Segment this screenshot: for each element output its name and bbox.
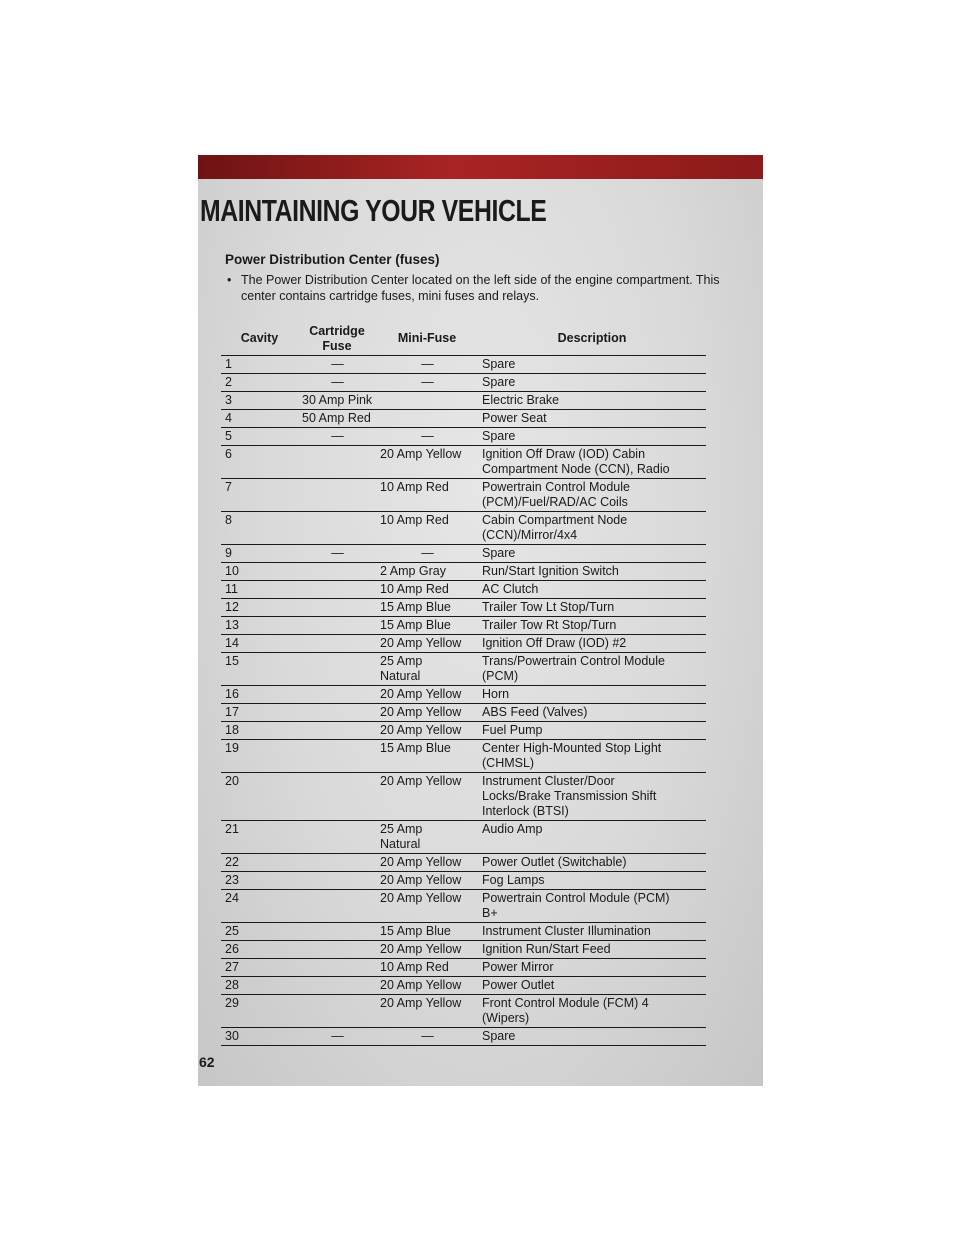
cell-cartridge-fuse [298,941,376,959]
cell-mini-fuse: 20 Amp Yellow [376,704,478,722]
cell-cartridge-fuse [298,995,376,1028]
table-row [221,635,706,653]
cell-description: Power Mirror [478,959,706,977]
cell-cavity: 18 [221,722,298,740]
cell-cavity: 29 [221,995,298,1028]
col-header-cavity: Cavity [221,322,298,356]
cell-cartridge-fuse [298,872,376,890]
cell-cavity: 3 [221,392,298,410]
table-row [221,599,706,617]
cell-mini-fuse: 15 Amp Blue [376,923,478,941]
cell-cavity: 15 [221,653,298,686]
cell-cartridge-fuse [298,563,376,581]
table-row [221,773,706,821]
cell-mini-fuse: 10 Amp Red [376,959,478,977]
table-row [221,890,706,923]
table-row [221,410,706,428]
table-row [221,653,706,686]
cell-cartridge-fuse [298,740,376,773]
cell-description: Run/Start Ignition Switch [478,563,706,581]
cell-mini-fuse: 15 Amp Blue [376,740,478,773]
cell-cartridge-fuse [298,512,376,545]
cell-mini-fuse: 20 Amp Yellow [376,773,478,821]
table-row [221,446,706,479]
col-header-cartridge [298,322,376,356]
cell-mini-fuse: 15 Amp Blue [376,599,478,617]
col-header-cartridge-line1: Cartridge [309,323,365,338]
table-body [221,356,706,1046]
cell-mini-fuse: 20 Amp Yellow [376,446,478,479]
table-row [221,821,706,854]
table-row [221,545,706,563]
cell-description: Spare [478,1028,706,1046]
cell-description: Audio Amp [478,821,706,854]
cell-description: Fuel Pump [478,722,706,740]
cell-cavity: 16 [221,686,298,704]
cell-cavity: 21 [221,821,298,854]
header-band [198,155,763,179]
cell-mini-fuse: 25 Amp Natural [376,653,478,686]
cell-cartridge-fuse: — [298,374,376,392]
cell-cartridge-fuse [298,773,376,821]
cell-description: Power Outlet (Switchable) [478,854,706,872]
cell-mini-fuse: — [376,374,478,392]
table-row [221,977,706,995]
cell-mini-fuse: 20 Amp Yellow [376,890,478,923]
table-row [221,872,706,890]
cell-description: Trans/Powertrain Control Module (PCM) [478,653,706,686]
bullet-dot: • [227,273,232,287]
cell-description: Cabin Compartment Node (CCN)/Mirror/4x4 [478,512,706,545]
cell-mini-fuse: 20 Amp Yellow [376,635,478,653]
table-row [221,1028,706,1046]
cell-cartridge-fuse [298,890,376,923]
cell-mini-fuse: 10 Amp Red [376,512,478,545]
cell-cartridge-fuse: — [298,1028,376,1046]
cell-description: Spare [478,374,706,392]
cell-description: Power Seat [478,410,706,428]
cell-cavity: 17 [221,704,298,722]
cell-mini-fuse: 20 Amp Yellow [376,686,478,704]
cell-mini-fuse: 10 Amp Red [376,479,478,512]
cell-cavity: 10 [221,563,298,581]
cell-description: AC Clutch [478,581,706,599]
cell-cavity: 7 [221,479,298,512]
table-row [221,959,706,977]
subsection-heading: Power Distribution Center (fuses) [225,252,440,267]
col-header-description: Description [478,322,706,356]
cell-description: Front Control Module (FCM) 4 (Wipers) [478,995,706,1028]
cell-description: Horn [478,686,706,704]
cell-description: Electric Brake [478,392,706,410]
cell-cartridge-fuse [298,977,376,995]
cell-cartridge-fuse [298,635,376,653]
table-row [221,854,706,872]
cell-mini-fuse: 15 Amp Blue [376,617,478,635]
cell-description: Powertrain Control Module (PCM)/Fuel/RAD/AC Coils [478,479,706,512]
cell-mini-fuse [376,392,478,410]
cell-description: Instrument Cluster Illumination [478,923,706,941]
cell-cartridge-fuse [298,479,376,512]
cell-cavity: 24 [221,890,298,923]
cell-description: Ignition Off Draw (IOD) Cabin Compartment Node (CCN), Radio [478,446,706,479]
section-title: MAINTAINING YOUR VEHICLE [200,193,547,228]
table-row [221,512,706,545]
cell-cavity: 20 [221,773,298,821]
cell-cavity: 14 [221,635,298,653]
cell-cavity: 8 [221,512,298,545]
cell-description: Power Outlet [478,977,706,995]
cell-mini-fuse: 20 Amp Yellow [376,872,478,890]
cell-description: Fog Lamps [478,872,706,890]
cell-cartridge-fuse [298,653,376,686]
table-row [221,923,706,941]
bullet-text: The Power Distribution Center located on the left side of the engine compartment. This center contains cartridge fuses, mini fuses and relays. [241,273,720,303]
cell-cartridge-fuse: 30 Amp Pink [298,392,376,410]
cell-cavity: 2 [221,374,298,392]
cell-mini-fuse: 20 Amp Yellow [376,995,478,1028]
cell-cavity: 1 [221,356,298,374]
cell-mini-fuse: 10 Amp Red [376,581,478,599]
cell-cartridge-fuse [298,599,376,617]
cell-description: Trailer Tow Rt Stop/Turn [478,617,706,635]
cell-cartridge-fuse [298,686,376,704]
cell-description: Ignition Run/Start Feed [478,941,706,959]
cell-mini-fuse [376,410,478,428]
cell-cavity: 12 [221,599,298,617]
cell-mini-fuse: — [376,356,478,374]
page-number: 62 [199,1054,215,1070]
cell-mini-fuse: 20 Amp Yellow [376,722,478,740]
cell-mini-fuse: 25 Amp Natural [376,821,478,854]
cell-description: ABS Feed (Valves) [478,704,706,722]
cell-mini-fuse: 20 Amp Yellow [376,941,478,959]
table-row [221,392,706,410]
cell-cavity: 22 [221,854,298,872]
table-row [221,941,706,959]
cell-mini-fuse: 20 Amp Yellow [376,854,478,872]
cell-cavity: 30 [221,1028,298,1046]
table-row [221,704,706,722]
manual-page [198,155,763,1086]
table-row [221,356,706,374]
col-header-cartridge-line2: Fuse [322,338,352,353]
cell-description: Spare [478,356,706,374]
table-row [221,428,706,446]
col-header-mini-fuse: Mini-Fuse [376,322,478,356]
cell-cartridge-fuse [298,923,376,941]
table-row [221,686,706,704]
cell-cartridge-fuse [298,617,376,635]
table-header-row [221,322,706,356]
cell-description: Trailer Tow Lt Stop/Turn [478,599,706,617]
bullet-paragraph [227,272,747,304]
cell-cartridge-fuse [298,854,376,872]
cell-cartridge-fuse [298,581,376,599]
cell-mini-fuse: — [376,1028,478,1046]
cell-cavity: 26 [221,941,298,959]
cell-mini-fuse: 2 Amp Gray [376,563,478,581]
cell-cavity: 5 [221,428,298,446]
cell-cavity: 13 [221,617,298,635]
cell-cartridge-fuse [298,959,376,977]
cell-mini-fuse: — [376,428,478,446]
cell-description: Instrument Cluster/Door Locks/Brake Transmission Shift Interlock (BTSI) [478,773,706,821]
cell-cavity: 27 [221,959,298,977]
cell-cavity: 25 [221,923,298,941]
table-row [221,617,706,635]
cell-mini-fuse: — [376,545,478,563]
table-row [221,563,706,581]
cell-cavity: 23 [221,872,298,890]
cell-cartridge-fuse: 50 Amp Red [298,410,376,428]
cell-cavity: 6 [221,446,298,479]
cell-cavity: 9 [221,545,298,563]
table-row [221,581,706,599]
cell-cartridge-fuse [298,446,376,479]
cell-cartridge-fuse: — [298,545,376,563]
cell-mini-fuse: 20 Amp Yellow [376,977,478,995]
cell-cavity: 4 [221,410,298,428]
cell-description: Spare [478,428,706,446]
cell-description: Powertrain Control Module (PCM) B+ [478,890,706,923]
cell-cartridge-fuse: — [298,356,376,374]
table-row [221,374,706,392]
cell-description: Center High-Mounted Stop Light (CHMSL) [478,740,706,773]
cell-cartridge-fuse [298,704,376,722]
table-row [221,722,706,740]
cell-cavity: 11 [221,581,298,599]
table-row [221,479,706,512]
cell-description: Ignition Off Draw (IOD) #2 [478,635,706,653]
cell-cartridge-fuse: — [298,428,376,446]
fuse-table [221,322,706,1046]
cell-cartridge-fuse [298,722,376,740]
cell-description: Spare [478,545,706,563]
table-row [221,995,706,1028]
table-row [221,740,706,773]
cell-cartridge-fuse [298,821,376,854]
cell-cavity: 28 [221,977,298,995]
cell-cavity: 19 [221,740,298,773]
